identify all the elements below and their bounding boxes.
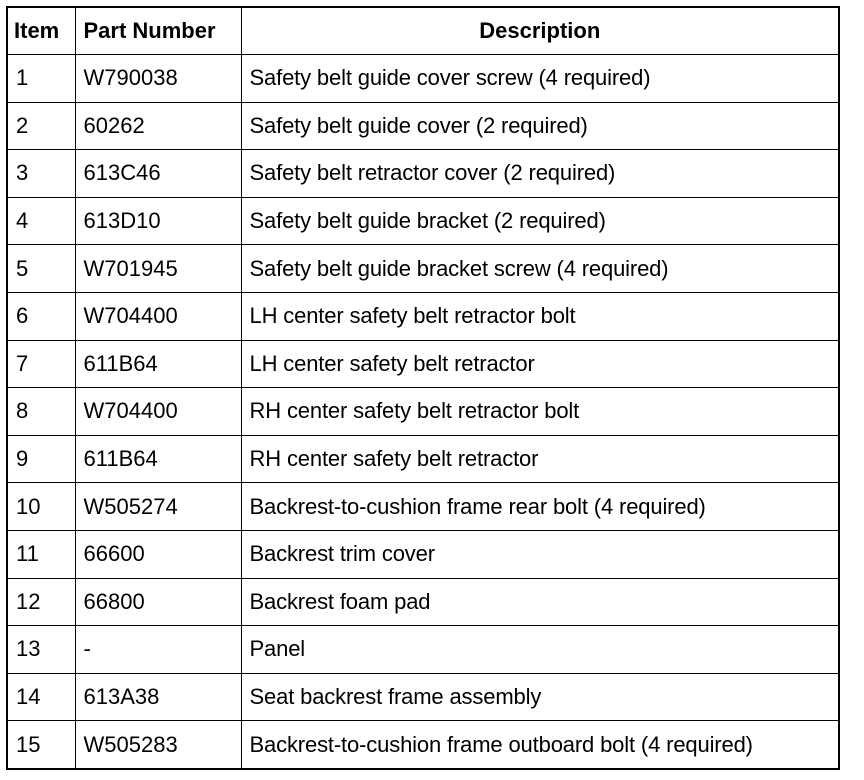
description-cell: Backrest foam pad xyxy=(241,578,839,626)
part-number-cell: 66600 xyxy=(75,530,241,578)
table-row xyxy=(7,292,839,340)
part-number-cell: 60262 xyxy=(75,102,241,150)
item-cell: 15 xyxy=(7,721,75,769)
description-cell: RH center safety belt retractor xyxy=(241,435,839,483)
table-row xyxy=(7,150,839,198)
description-cell: Safety belt guide cover screw (4 required) xyxy=(241,55,839,103)
table-row xyxy=(7,626,839,674)
item-cell: 11 xyxy=(7,530,75,578)
table-row xyxy=(7,673,839,721)
table-row xyxy=(7,483,839,531)
header-description: Description xyxy=(241,7,839,55)
table-row xyxy=(7,578,839,626)
part-number-cell: 613C46 xyxy=(75,150,241,198)
part-number-cell: 611B64 xyxy=(75,435,241,483)
part-number-cell: W790038 xyxy=(75,55,241,103)
description-cell: LH center safety belt retractor bolt xyxy=(241,292,839,340)
item-cell: 8 xyxy=(7,388,75,436)
header-item: Item xyxy=(7,7,75,55)
item-cell: 5 xyxy=(7,245,75,293)
item-cell: 12 xyxy=(7,578,75,626)
part-number-cell: W701945 xyxy=(75,245,241,293)
part-number-cell: 613A38 xyxy=(75,673,241,721)
part-number-cell: W704400 xyxy=(75,292,241,340)
part-number-cell: - xyxy=(75,626,241,674)
table-row xyxy=(7,55,839,103)
part-number-cell: 613D10 xyxy=(75,197,241,245)
part-number-cell: W505283 xyxy=(75,721,241,769)
header-row xyxy=(7,7,839,55)
description-cell: Backrest-to-cushion frame outboard bolt (4 required) xyxy=(241,721,839,769)
item-cell: 4 xyxy=(7,197,75,245)
description-cell: RH center safety belt retractor bolt xyxy=(241,388,839,436)
description-cell: Safety belt retractor cover (2 required) xyxy=(241,150,839,198)
part-number-cell: 66800 xyxy=(75,578,241,626)
part-number-cell: W505274 xyxy=(75,483,241,531)
item-cell: 6 xyxy=(7,292,75,340)
item-cell: 2 xyxy=(7,102,75,150)
table-row xyxy=(7,530,839,578)
table-row xyxy=(7,388,839,436)
description-cell: Safety belt guide bracket (2 required) xyxy=(241,197,839,245)
part-number-cell: 611B64 xyxy=(75,340,241,388)
table-body xyxy=(7,55,839,769)
description-cell: Seat backrest frame assembly xyxy=(241,673,839,721)
item-cell: 9 xyxy=(7,435,75,483)
item-cell: 7 xyxy=(7,340,75,388)
item-cell: 14 xyxy=(7,673,75,721)
item-cell: 1 xyxy=(7,55,75,103)
description-cell: Safety belt guide cover (2 required) xyxy=(241,102,839,150)
description-cell: Backrest trim cover xyxy=(241,530,839,578)
table-row xyxy=(7,245,839,293)
table-row xyxy=(7,197,839,245)
item-cell: 3 xyxy=(7,150,75,198)
parts-table xyxy=(6,6,840,770)
table-header xyxy=(7,7,839,55)
table-row xyxy=(7,721,839,769)
description-cell: Panel xyxy=(241,626,839,674)
table-row xyxy=(7,435,839,483)
item-cell: 13 xyxy=(7,626,75,674)
part-number-cell: W704400 xyxy=(75,388,241,436)
item-cell: 10 xyxy=(7,483,75,531)
table-row xyxy=(7,340,839,388)
header-part-number: Part Number xyxy=(75,7,241,55)
description-cell: Backrest-to-cushion frame rear bolt (4 required) xyxy=(241,483,839,531)
table-row xyxy=(7,102,839,150)
description-cell: LH center safety belt retractor xyxy=(241,340,839,388)
description-cell: Safety belt guide bracket screw (4 required) xyxy=(241,245,839,293)
